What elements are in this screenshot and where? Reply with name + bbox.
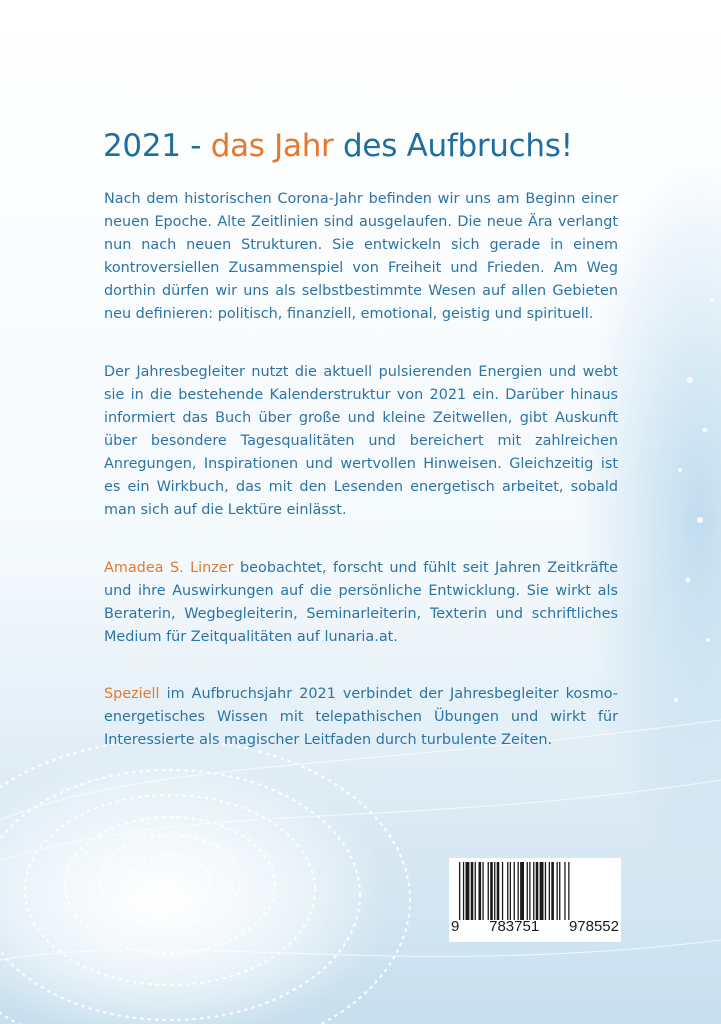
special-text: im Aufbruchsjahr 2021 verbindet der Jahresbegleiter kosmo-energetisches Wissen mit telepathischen Übungen und wirkt für Interessierte als magischer Leitfaden durch turbulente Zeiten. — [104, 686, 618, 748]
headline-accent: das Jahr — [210, 128, 334, 164]
barcode-bar — [527, 862, 528, 920]
barcode-bar — [494, 862, 495, 920]
isbn-group-2: 978552 — [568, 918, 619, 935]
barcode-bar — [551, 862, 554, 920]
barcode-bar — [471, 862, 474, 920]
barcode-bar — [497, 862, 500, 920]
headline — [103, 126, 623, 166]
author-name: Amadea S. Linzer — [104, 560, 234, 576]
barcode-bar — [466, 862, 470, 920]
headline-year: 2021 - — [103, 128, 211, 164]
headline-rest: des Aufbruchs! — [333, 128, 573, 164]
barcode-bar — [568, 862, 569, 920]
paragraph-special — [104, 683, 618, 752]
barcode-bar — [510, 862, 511, 920]
special-word: Speziell — [104, 686, 160, 702]
barcode-bar — [536, 862, 539, 920]
barcode-bar — [564, 862, 565, 920]
paragraph-book-description: Der Jahresbegleiter nutzt die aktuell pulsierenden Energien und webt sie in die bestehende Kalenderstruktur von 2021 ein. Darüber hinaus informiert das Buch über große und kleine Zeitwellen, gibt Auskunft über besondere Tagesqualitäten und bereichert mit zahlreichen Anregungen, Inspirationen und wertvollen Hinweisen. Gleichzeitig ist es ein Wirkbuch, das mit den Lesenden energetisch arbeitet, sobald man sich auf die Lektüre einlässt. — [104, 364, 618, 518]
barcode-bar — [459, 862, 460, 920]
barcode-bar — [514, 862, 515, 920]
barcode-bar — [482, 862, 483, 920]
barcode-bar — [529, 862, 530, 920]
barcode-bar — [540, 862, 544, 920]
isbn-number — [449, 918, 621, 935]
barcode-bars — [459, 862, 611, 920]
barcode-bar — [502, 862, 503, 920]
paragraph-author — [104, 557, 618, 649]
paragraph-intro: Nach dem historischen Corona-Jahr befinden wir uns am Beginn einer neuen Epoche. Alte Zeitlinien sind ausgelaufen. Die neue Ära verlangt nun nach neuen Strukturen. Sie entwickeln sich gerade in einem kontroversiellen Zusammenspiel von Freiheit und Frieden. Am Weg dorthin dürfen wir uns als selbstbestimmte Wesen auf allen Gebieten neu definieren: politisch, finanziell, emotional, geistig und spirituell. — [104, 191, 618, 322]
isbn-group-1: 783751 — [489, 918, 540, 935]
barcode-bar — [520, 862, 524, 920]
author-bio: beobachtet, forscht und fühlt seit Jahren Zeitkräfte und ihre Auswirkungen auf die persönliche Entwicklung. Sie wirkt als Beraterin, Wegbegleiterin, Seminarleiterin, Texterin und schriftliches Medium für Zeitqualitäten auf lunaria.at. — [104, 560, 619, 645]
barcode-bar — [518, 862, 519, 920]
barcode-bar — [507, 862, 508, 920]
barcode-bar — [490, 862, 493, 920]
barcode-bar — [479, 862, 482, 920]
isbn-barcode — [449, 858, 621, 942]
barcode-bar — [545, 862, 546, 920]
barcode-bar — [559, 862, 560, 920]
barcode-bar — [463, 862, 464, 920]
barcode-bar — [557, 862, 558, 920]
barcode-bar — [533, 862, 534, 920]
barcode-bar — [549, 862, 550, 920]
barcode-bar — [475, 862, 476, 920]
barcode-bar — [488, 862, 489, 920]
isbn-first-digit: 9 — [451, 918, 460, 935]
